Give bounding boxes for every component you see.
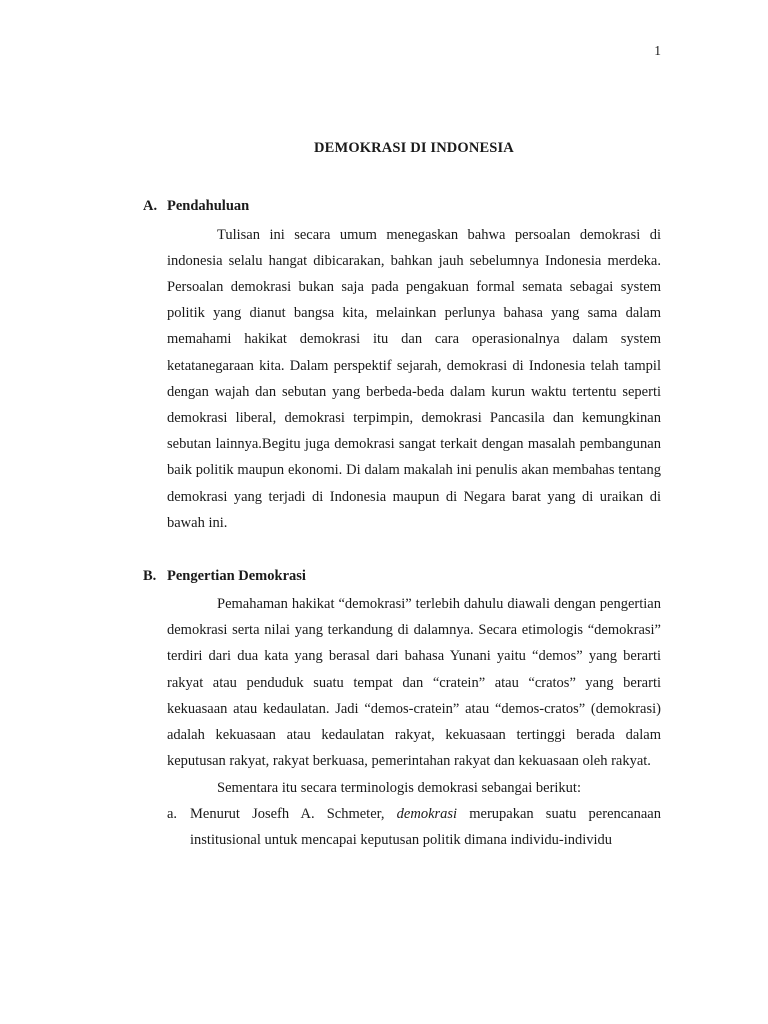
section-heading-label-b: Pengertian Demokrasi [167,567,306,584]
list-item-italic-term: demokrasi [396,805,458,822]
list-item-text-after: merupakan suatu perencanaan institusional untuk mencapai keputusan politik dimana individu-individu [190,805,661,848]
section-heading-b [143,567,661,585]
list-item [167,801,661,853]
paragraph: Sementara itu secara terminologis demokrasi sebangai berikut: [217,779,581,796]
list-item-text-before: Menurut Josefh A. Schmeter, [190,805,397,822]
page-title: DEMOKRASI DI INDONESIA [314,140,514,156]
list-item-marker: a. [167,805,178,822]
section-marker-b: B. [143,567,157,584]
section-body-a [167,222,661,536]
section-body-b [167,591,661,853]
paragraph: Pemahaman hakikat “demokrasi” terlebih dahulu diawali dengan pengertian demokrasi serta nilai yang terkandung di dalamnya. Secara etimologis “demokrasi” terdiri dari dua kata yang berasal dari bahasa Yunani yaitu “demos” yang berarti rakyat atau penduduk suatu tempat dan “cratein” atau “cratos” yang berarti kekuasaan atau kedaulatan. Jadi “demos-cratein” atau “demos-cratos” (demokrasi) adalah kekuasaan atau kedaulatan rakyat, kekuasaan tertinggi berada dalam keputusan rakyat, rakyat berkuasa, pemerintahan rakyat dan kekuasaan oleh rakyat. [167,596,661,770]
section-spacer [143,536,661,567]
paragraph: Tulisan ini secara umum menegaskan bahwa persoalan demokrasi di indonesia selalu hangat dibicarakan, bahkan jauh sebelumnya Indonesia merdeka. Persoalan demokrasi bukan saja pada pengakuan formal semata sebagai system politik yang dianut bangsa kita, melainkan perlunya bahasa yang sama dalam memahami hakikat demokrasi itu dan cara operasionalnya dalam system ketatanegaraan kita. Dalam perspektif sejarah, demokrasi di Indonesia telah tampil dengan wajah dan sebutan yang berbeda-beda dalam kurun waktu tertentu seperti demokrasi liberal, demokrasi terpimpin, demokrasi Pancasila dan kemungkinan sebutan lainnya.Begitu juga demokrasi sangat terkait dengan masalah pembangunan baik politik maupun ekonomi. Di dalam makalah ini penulis akan membahas tentang demokrasi yang terjadi di Indonesia maupun di Negara barat yang di uraikan di bawah ini. [167,226,661,531]
section-heading-label-a: Pendahuluan [167,198,250,215]
list-item-text [190,801,661,853]
page-number: 1 [654,43,661,58]
section-marker-a: A. [143,198,158,215]
section-heading-a [143,197,661,215]
document-content [143,140,661,853]
